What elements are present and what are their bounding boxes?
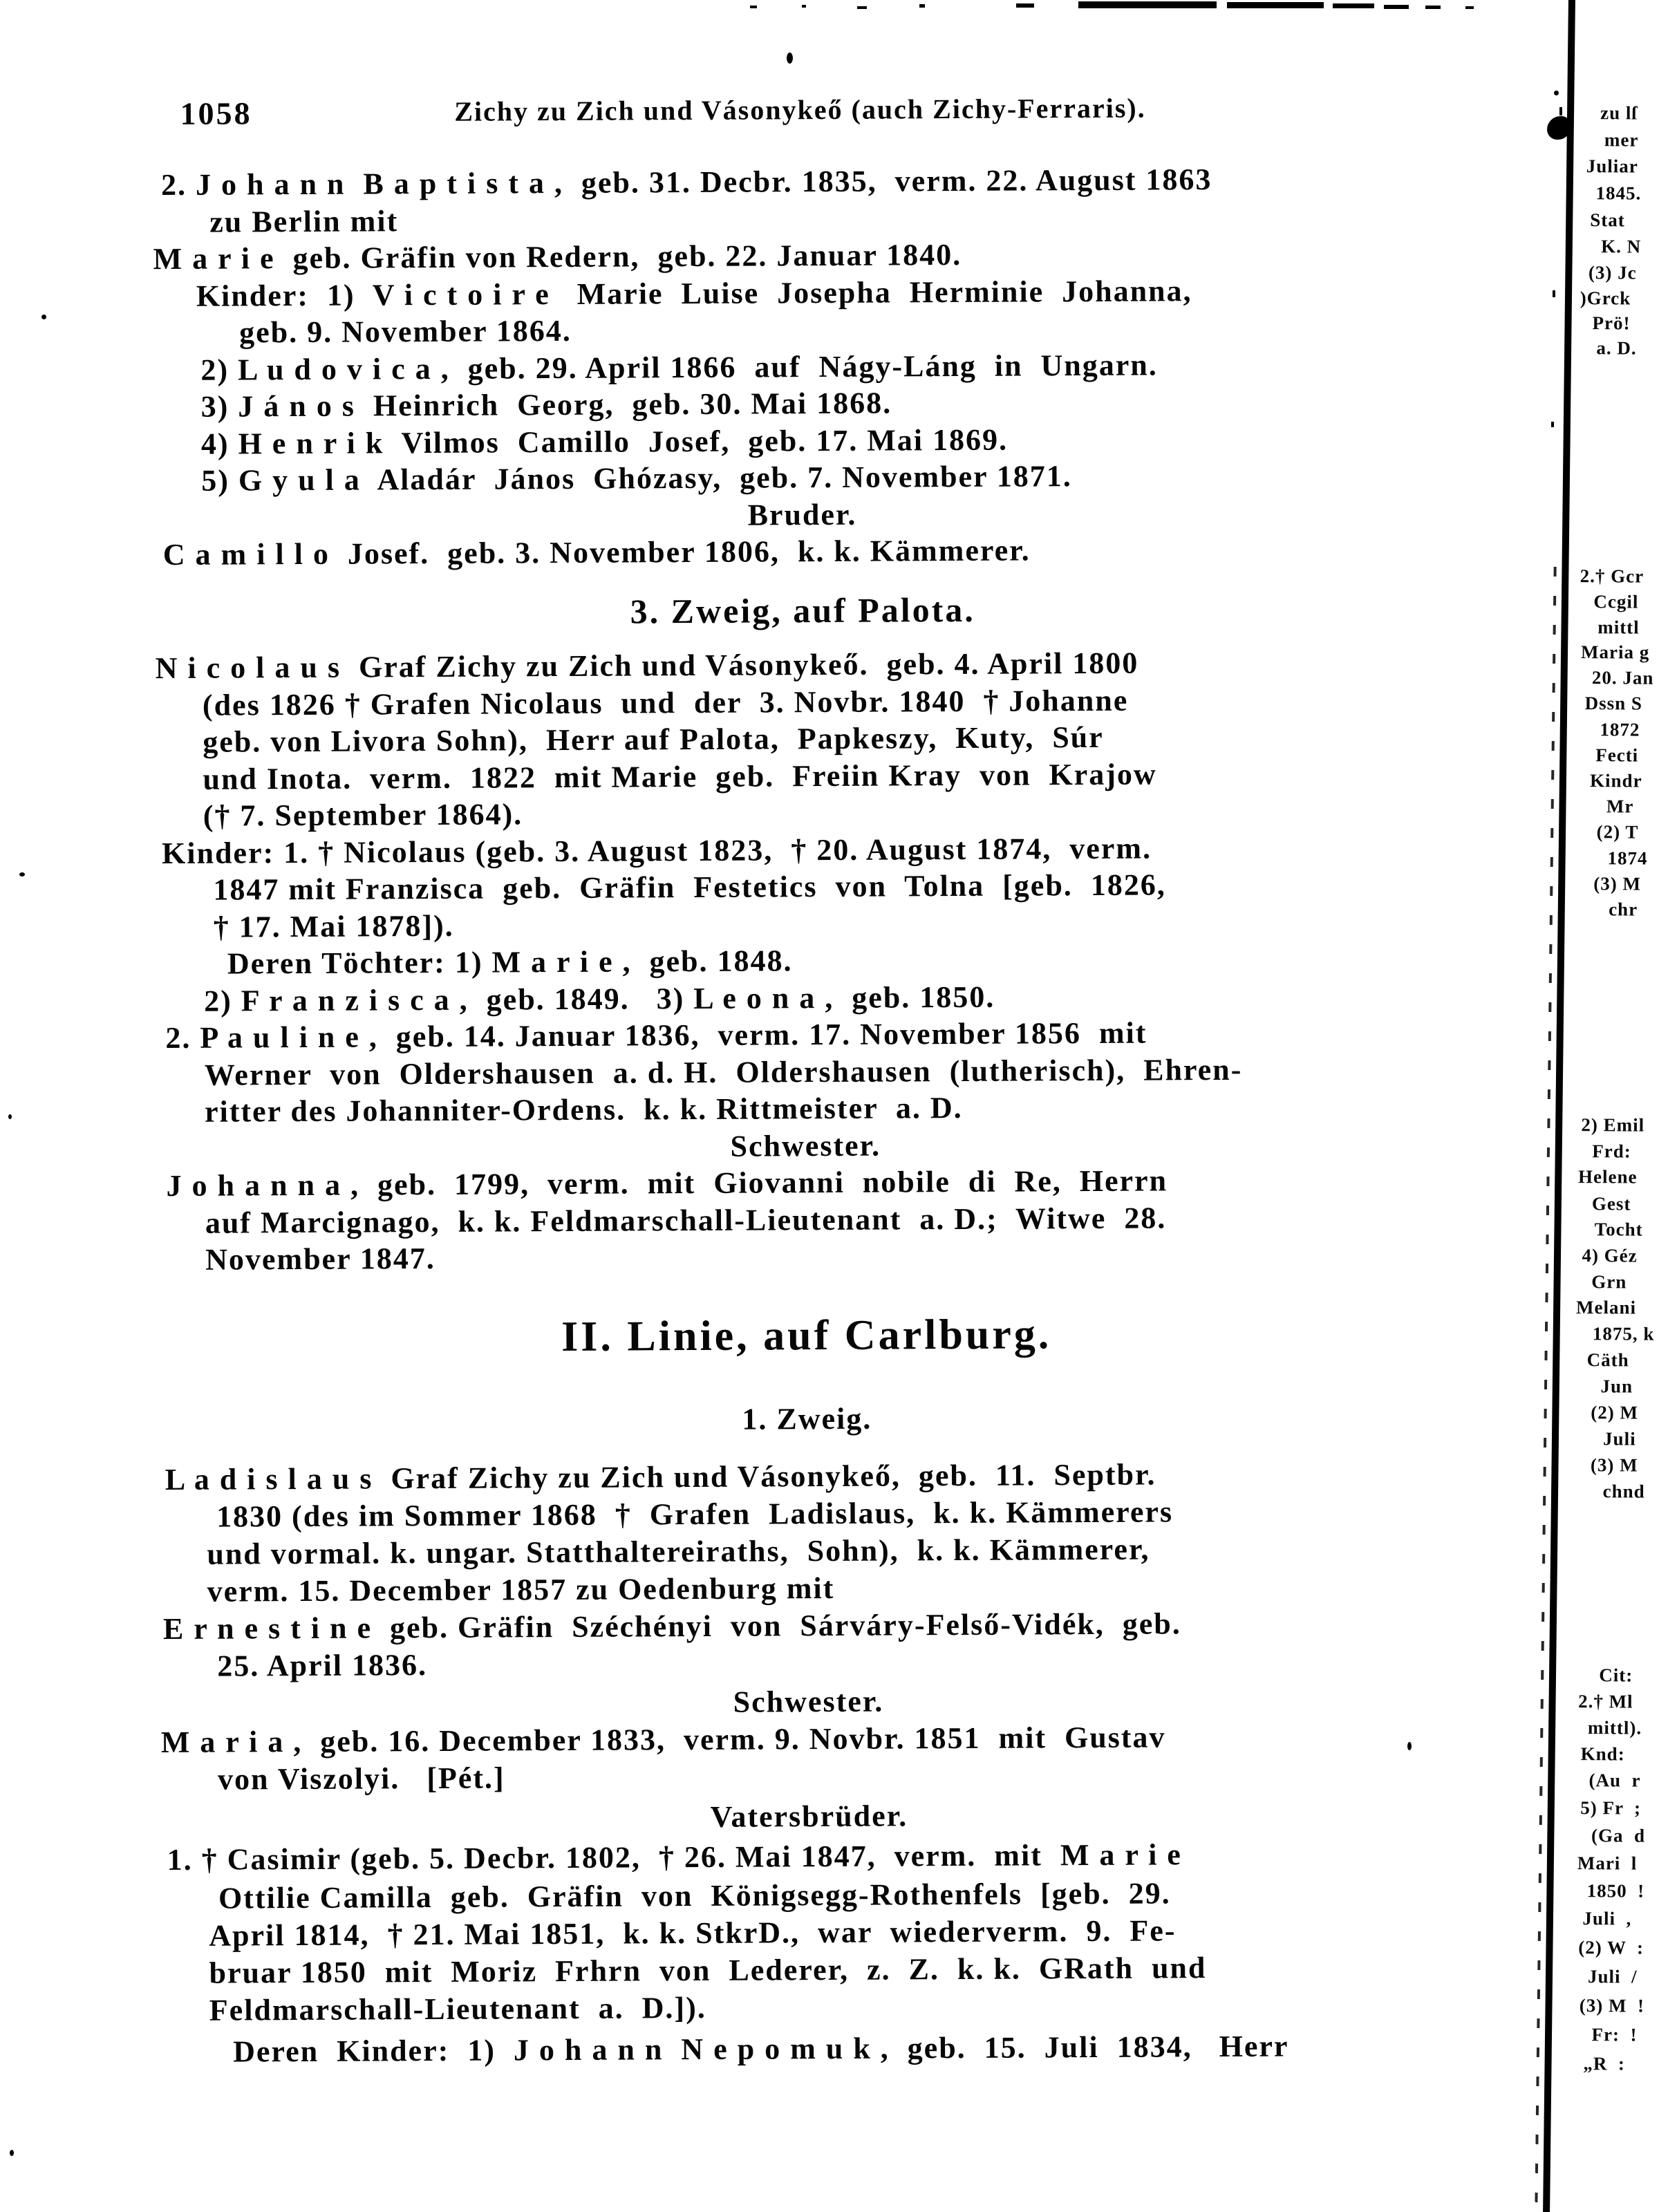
margin-text-fragment: a. D.: [1596, 337, 1637, 359]
text-line: Werner von Oldershausen a. d. H. Oldershausen (lutherisch), Ehren-: [204, 1052, 1243, 1092]
margin-text-fragment: Prö!: [1592, 312, 1631, 334]
text-line: April 1814, † 21. Mai 1851, k. k. StkrD., war wiederverm. 9. Fe-: [209, 1913, 1177, 1953]
margin-text-fragment: Grn: [1591, 1271, 1627, 1293]
ink-mark: [1078, 1, 1217, 8]
margin-text-fragment: Maria g: [1580, 641, 1650, 663]
ink-mark: [750, 6, 757, 8]
margin-text-fragment: (3) M: [1593, 873, 1642, 894]
margin-text-fragment: chr: [1609, 899, 1638, 920]
text-line: von Viszolyi. [Pét.]: [217, 1761, 505, 1797]
ink-mark: [41, 315, 46, 319]
text-line: N i c o l a u s Graf Zichy zu Zich und Vásonykeő. geb. 4. April 1800: [155, 646, 1139, 686]
margin-text-fragment: Helene: [1578, 1166, 1638, 1188]
margin-text-fragment: Kindr: [1590, 770, 1642, 791]
text-line: geb. von Livora Sohn), Herr auf Palota, Papkeszy, Kuty, Súr: [203, 720, 1104, 759]
text-line: Feldmarschall-Lieutenant a. D.]).: [209, 1990, 706, 2027]
text-line: bruar 1850 mit Moriz Frhrn von Lederer, z. Z. k. k. GRath und: [209, 1951, 1207, 1990]
margin-text-fragment: 20. Jan: [1591, 667, 1654, 688]
margin-text-fragment: mittl).: [1587, 1717, 1642, 1738]
section-heading: Schwester.: [733, 1684, 884, 1719]
text-line: und Inota. verm. 1822 mit Marie geb. Freiin Kray von Krajow: [203, 757, 1157, 796]
margin-text-fragment: mer: [1604, 129, 1639, 151]
ink-mark: [1559, 107, 1562, 115]
text-line: (des 1826 † Grafen Nicolaus und der 3. Novbr. 1840 † Johanne: [202, 683, 1129, 722]
text-line: M a r i a , geb. 16. December 1833, verm. 9. Novbr. 1851 mit Gustav: [160, 1720, 1166, 1760]
margin-text-fragment: (2) T: [1596, 821, 1639, 843]
text-line: geb. 9. November 1864.: [239, 313, 572, 350]
text-line: Kinder: 1) V i c t o i r e Marie Luise Josepha Herminie Johanna,: [196, 274, 1192, 313]
text-line: J o h a n n a , geb. 1799, verm. mit Giovanni nobile di Re, Herrn: [166, 1163, 1168, 1203]
margin-text-fragment: Mr: [1606, 796, 1634, 817]
section-heading: Schwester.: [730, 1128, 881, 1163]
text-line: Kinder: 1. † Nicolaus (geb. 3. August 1823, † 20. August 1874, verm.: [161, 831, 1152, 871]
ink-mark: [19, 872, 25, 877]
text-line: ritter des Johanniter-Ordens. k. k. Rittmeister a. D.: [204, 1090, 963, 1129]
margin-text-fragment: 2.† Gcr: [1580, 565, 1644, 587]
margin-text-fragment: Ccgil: [1593, 591, 1639, 612]
margin-text-fragment: Tocht: [1594, 1219, 1643, 1240]
page-number: 1058: [180, 95, 252, 131]
margin-text-fragment: 1845.: [1595, 182, 1642, 204]
ink-mark: [802, 5, 806, 8]
ink-mark: [8, 1114, 12, 1119]
margin-text-fragment: Melani: [1576, 1297, 1637, 1318]
margin-text-fragment: Stat: [1590, 209, 1625, 231]
ink-mark: [1016, 3, 1034, 8]
text-line: 1830 (des im Sommer 1868 † Grafen Ladislaus, k. k. Kämmerers: [216, 1494, 1174, 1534]
section-heading: 1. Zweig.: [742, 1401, 872, 1436]
ink-mark: [919, 4, 925, 8]
text-line: 3) J á n o s Heinrich Georg, geb. 30. Mai 1868.: [200, 386, 892, 424]
margin-text-fragment: Jun: [1600, 1376, 1633, 1397]
text-line: 25. April 1836.: [217, 1648, 428, 1683]
margin-text-fragment: Frd:: [1592, 1141, 1631, 1162]
margin-text-fragment: 1850 !: [1586, 1880, 1645, 1902]
margin-text-fragment: Fr: !: [1591, 2024, 1638, 2045]
ink-mark: [857, 6, 867, 9]
ink-mark: [1333, 3, 1374, 8]
margin-text-fragment: (Ga d: [1591, 1825, 1646, 1846]
text-line: auf Marcignago, k. k. Feldmarschall-Lieutenant a. D.; Witwe 28.: [205, 1201, 1167, 1240]
margin-text-fragment: (3) Jc: [1588, 262, 1637, 283]
margin-text-fragment: 2.† Ml: [1578, 1691, 1633, 1712]
ink-mark: [1551, 422, 1554, 427]
ink-mark: [1465, 6, 1474, 9]
text-line: Deren Kinder: 1) J o h a n n N e p o m u k , geb. 15. Juli 1834, Herr: [233, 2029, 1289, 2069]
text-line: verm. 15. December 1857 zu Oedenburg mit: [207, 1571, 835, 1609]
text-line: L a d i s l a u s Graf Zichy zu Zich und Vásonykeő, geb. 11. Septbr.: [165, 1457, 1156, 1497]
ink-mark: [1425, 6, 1441, 9]
text-line: 5) G y u l a Aladár János Ghózasy, geb. 7. November 1871.: [201, 459, 1072, 498]
section-heading: II. Linie, auf Carlburg.: [561, 1311, 1052, 1361]
ink-mark: [10, 2150, 14, 2156]
text-line: und vormal. k. ungar. Statthaltereiraths, Sohn), k. k. Kämmerer,: [207, 1532, 1150, 1571]
text-line: Deren Töchter: 1) M a r i e , geb. 1848.: [227, 944, 793, 981]
margin-text-fragment: Fecti: [1595, 744, 1639, 766]
text-line: 1. † Casimir (geb. 5. Decbr. 1802, † 26. Mai 1847, verm. mit M a r i e: [167, 1837, 1183, 1877]
running-header: Zichy zu Zich und Vásonykeő (auch Zichy-Ferraris).: [454, 92, 1146, 127]
ink-mark: [787, 53, 793, 64]
margin-text-fragment: )Grck: [1580, 288, 1631, 309]
margin-text-fragment: Mari l: [1577, 1853, 1638, 1874]
text-line: 2. P a u l i n e , geb. 14. Januar 1836, verm. 17. November 1856 mit: [165, 1015, 1147, 1056]
section-heading: 3. Zweig, auf Palota.: [630, 590, 975, 631]
text-line: 2) L u d o v i c a , geb. 29. April 1866 auf Nágy-Láng in Ungarn.: [200, 348, 1158, 387]
text-line: 1847 mit Franzisca geb. Gräfin Festetics von Tolna [geb. 1826,: [213, 868, 1166, 907]
margin-text-fragment: Juli /: [1587, 1966, 1638, 1987]
ink-mark: [1554, 91, 1559, 95]
margin-text-fragment: Cit:: [1599, 1665, 1633, 1686]
ink-mark: [1553, 290, 1555, 297]
text-line: † 17. Mai 1878]).: [213, 908, 454, 944]
margin-text-fragment: (2) W :: [1578, 1937, 1644, 1958]
margin-text-fragment: zu lſ: [1600, 102, 1638, 124]
text-line: († 7. September 1864).: [203, 797, 523, 833]
margin-text-fragment: „R :: [1583, 2053, 1625, 2074]
margin-text-fragment: (2) M: [1591, 1402, 1639, 1423]
text-line: November 1847.: [205, 1241, 435, 1277]
margin-text-fragment: 1875, k: [1592, 1323, 1655, 1344]
text-line: E r n e s t i n e geb. Gräfin Széchényi von Sárváry-Felső-Vidék, geb.: [162, 1606, 1181, 1647]
margin-text-fragment: (3) M: [1590, 1454, 1638, 1476]
section-heading: Vatersbrüder.: [710, 1799, 908, 1834]
margin-text-fragment: 1872: [1600, 719, 1640, 740]
margin-text-fragment: 2) Emil: [1581, 1114, 1645, 1136]
margin-text-fragment: Juliar: [1586, 156, 1638, 177]
margin-text-fragment: (3) M !: [1579, 1995, 1645, 2016]
margin-text-fragment: chnd: [1602, 1481, 1645, 1502]
section-heading: Bruder.: [747, 497, 857, 532]
text-line: zu Berlin mit: [209, 204, 399, 239]
margin-text-fragment: 1874: [1607, 847, 1648, 869]
margin-text-fragment: Juli: [1603, 1428, 1636, 1450]
text-line: 2. J o h a n n B a p t i s t a , geb. 31. Decbr. 1835, verm. 22. August 1863: [160, 162, 1212, 203]
ink-mark: [1384, 5, 1409, 9]
margin-text-fragment: (Au r: [1588, 1770, 1641, 1791]
ink-mark: [1227, 2, 1324, 8]
margin-text-fragment: Cäth: [1586, 1349, 1629, 1371]
text-line: M a r i e geb. Gräfin von Redern, geb. 22. Januar 1840.: [153, 237, 962, 276]
margin-text-fragment: 5) Fr ;: [1580, 1797, 1642, 1819]
margin-text-fragment: Knd:: [1580, 1743, 1625, 1765]
ink-mark: [1407, 1742, 1412, 1750]
margin-text-fragment: Gest: [1591, 1193, 1631, 1215]
margin-text-fragment: Dssn S: [1584, 693, 1643, 714]
text-line: Ottilie Camilla geb. Gräfin von Königsegg-Rothenfels [geb. 29.: [218, 1876, 1171, 1915]
text-line: 4) H e n r i k Vilmos Camillo Josef, geb. 17. Mai 1869.: [200, 422, 1009, 461]
text-line: 2) F r a n z i s c a , geb. 1849. 3) L e o n a , geb. 1850.: [204, 980, 995, 1018]
text-line: C a m i l l o Josef. geb. 3. November 1806, k. k. Kämmerer.: [162, 533, 1031, 572]
ink-mark: [1547, 116, 1571, 140]
margin-text-fragment: mittl: [1597, 617, 1640, 638]
margin-text-fragment: 4) Géz: [1582, 1245, 1638, 1266]
margin-text-fragment: K. N: [1601, 236, 1642, 257]
margin-text-fragment: Juli ,: [1582, 1908, 1632, 1929]
